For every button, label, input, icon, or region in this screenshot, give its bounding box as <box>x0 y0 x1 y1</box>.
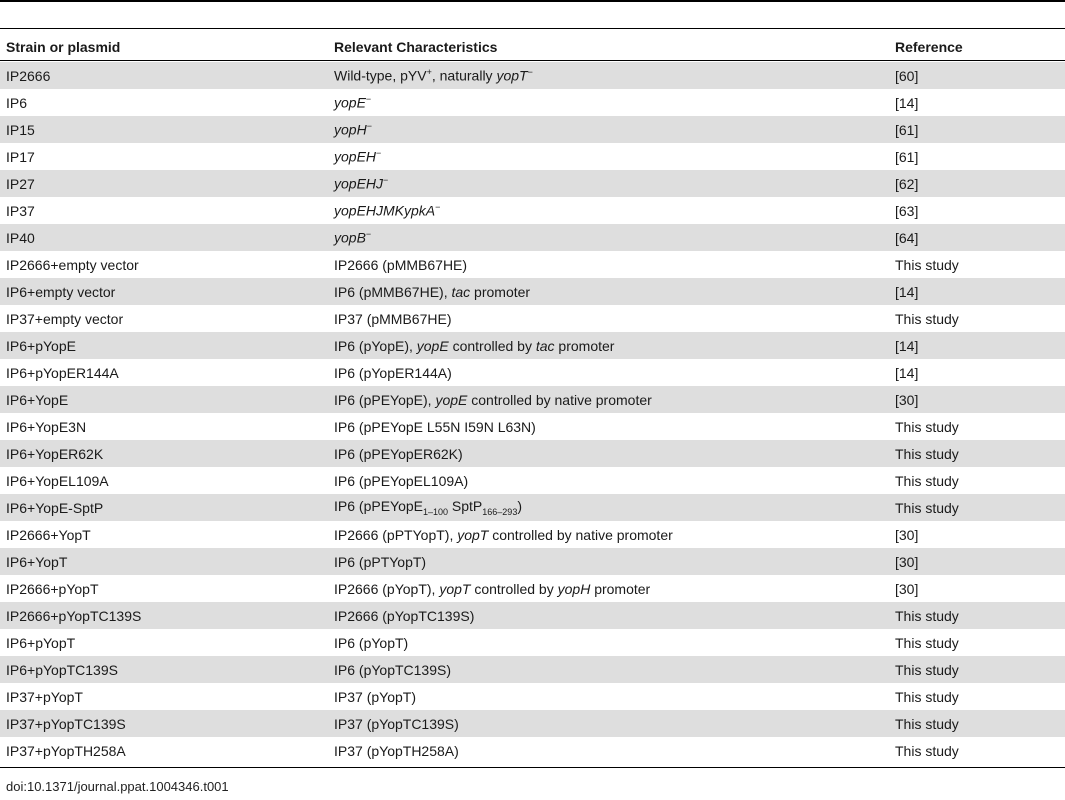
characteristics-cell <box>334 229 895 246</box>
table-row <box>0 62 1065 89</box>
characteristics-text: IP2666 (pYopTC139S) <box>334 607 475 624</box>
characteristics-cell <box>334 419 895 435</box>
reference-cell: This study <box>895 418 959 435</box>
characteristics-text: IP6 (pYopT) <box>334 634 409 651</box>
table-row <box>0 494 1065 521</box>
characteristics-text: IP37 (pYopT) <box>334 688 416 705</box>
table-row <box>0 278 1065 305</box>
characteristics-text: IP6 (pPEYopER62K) <box>334 445 463 462</box>
characteristics-text: tac <box>535 337 555 354</box>
table-row <box>0 305 1065 332</box>
reference-cell: This study <box>895 634 959 651</box>
reference-cell: This study <box>895 256 959 273</box>
table-row <box>0 683 1065 710</box>
reference-cell: [14] <box>895 364 919 381</box>
characteristics-text: yopEHJMKypkA <box>334 202 436 219</box>
characteristics-text: − <box>365 229 372 240</box>
table-row <box>0 737 1065 764</box>
characteristics-text: IP37 (pYopTH258A) <box>334 742 459 759</box>
characteristics-text: yopH <box>334 121 367 138</box>
reference-cell: This study <box>895 472 959 489</box>
strain-cell: IP6+pYopER144A <box>6 364 119 381</box>
characteristics-cell <box>334 608 895 624</box>
characteristics-text: IP2666 (pPTYopT), <box>334 526 458 543</box>
table-row <box>0 197 1065 224</box>
characteristics-text: IP6 (pYopE), <box>334 337 417 354</box>
strain-cell: IP37+pYopTC139S <box>6 715 126 732</box>
characteristics-text: − <box>365 94 372 105</box>
table-header-rule <box>0 28 1065 29</box>
strain-cell: IP6+YopER62K <box>6 445 104 462</box>
characteristics-text: IP6 (pYopTC139S) <box>334 661 451 678</box>
characteristics-text: yopT <box>496 67 528 84</box>
table-row <box>0 629 1065 656</box>
strain-cell: IP6+YopE3N <box>6 418 87 435</box>
header-reference: Reference <box>895 39 963 55</box>
characteristics-text: Wild-type, pYV <box>334 67 427 84</box>
reference-cell: This study <box>895 742 959 759</box>
table-row <box>0 359 1065 386</box>
characteristics-text: yopEH <box>334 148 377 165</box>
characteristics-text: IP37 (pYopTC139S) <box>334 715 459 732</box>
table-row <box>0 710 1065 737</box>
reference-cell: This study <box>895 445 959 462</box>
reference-cell: [14] <box>895 283 919 300</box>
characteristics-text: tac <box>451 283 471 300</box>
reference-cell: [63] <box>895 202 919 219</box>
characteristics-text: yopEHJ <box>334 175 384 192</box>
characteristics-cell <box>334 67 895 84</box>
characteristics-text: − <box>383 175 389 186</box>
table-row <box>0 521 1065 548</box>
table-body <box>0 62 1065 764</box>
characteristics-cell <box>334 365 895 381</box>
table-row <box>0 170 1065 197</box>
characteristics-text: yopE <box>416 337 449 354</box>
characteristics-cell <box>334 716 895 732</box>
strain-cell: IP2666+YopT <box>6 526 91 543</box>
reference-cell: [14] <box>895 337 919 354</box>
characteristics-cell <box>334 581 895 597</box>
characteristics-text: IP6 (pPEYopEL109A) <box>334 472 469 489</box>
table-row <box>0 602 1065 629</box>
reference-cell: [61] <box>895 121 919 138</box>
characteristics-text: SptP <box>448 498 483 515</box>
reference-cell: [64] <box>895 229 919 246</box>
characteristics-cell <box>334 148 895 165</box>
characteristics-cell <box>334 94 895 111</box>
strain-cell: IP6+pYopTC139S <box>6 661 118 678</box>
characteristics-cell <box>334 175 895 192</box>
characteristics-text: controlled by <box>448 337 536 354</box>
characteristics-cell <box>334 311 895 327</box>
table-row <box>0 656 1065 683</box>
characteristics-cell <box>334 446 895 462</box>
reference-cell: [14] <box>895 94 919 111</box>
table-row <box>0 89 1065 116</box>
characteristics-text: − <box>376 148 382 159</box>
strain-cell: IP37+empty vector <box>6 310 124 327</box>
strain-cell: IP15 <box>6 121 35 138</box>
reference-cell: [30] <box>895 580 919 597</box>
characteristics-text: IP6 (pPEYopE), <box>334 391 436 408</box>
characteristics-cell <box>334 554 895 570</box>
characteristics-cell <box>334 202 895 219</box>
characteristics-text: IP6 (pPEYopE <box>334 498 423 515</box>
characteristics-text: IP6 (pMMB67HE), <box>334 283 452 300</box>
reference-cell: [60] <box>895 67 919 84</box>
strains-table <box>0 34 1065 764</box>
characteristics-text: − <box>435 202 441 213</box>
characteristics-text: IP37 (pMMB67HE) <box>334 310 452 327</box>
reference-cell: This study <box>895 499 959 516</box>
strain-cell: IP37 <box>6 202 35 219</box>
characteristics-cell <box>334 392 895 408</box>
strain-cell: IP17 <box>6 148 35 165</box>
strain-cell: IP6+YopE-SptP <box>6 499 104 516</box>
characteristics-text: IP6 (pYopER144A) <box>334 364 452 381</box>
strain-cell: IP2666+pYopT <box>6 580 99 597</box>
table-row <box>0 467 1065 494</box>
characteristics-text: controlled by <box>470 580 558 597</box>
strain-cell: IP6+pYopE <box>6 337 76 354</box>
reference-cell: [61] <box>895 148 919 165</box>
table-row <box>0 413 1065 440</box>
characteristics-cell <box>334 257 895 273</box>
characteristics-text: 166–293 <box>482 506 518 517</box>
characteristics-text: − <box>527 67 533 78</box>
characteristics-cell <box>334 473 895 489</box>
characteristics-text: promoter <box>590 580 651 597</box>
doi-footnote: doi:10.1371/journal.ppat.1004346.t001 <box>6 779 229 794</box>
reference-cell: This study <box>895 688 959 705</box>
characteristics-text: IP2666 (pMMB67HE) <box>334 256 468 273</box>
characteristics-text: yopB <box>334 229 366 246</box>
characteristics-text: yopT <box>457 526 489 543</box>
table-row <box>0 332 1065 359</box>
strain-cell: IP37+pYopTH258A <box>6 742 126 759</box>
characteristics-text: IP6 (pPTYopT) <box>334 553 427 570</box>
reference-cell: This study <box>895 715 959 732</box>
characteristics-text: promoter <box>470 283 531 300</box>
strain-cell: IP6+YopT <box>6 553 68 570</box>
characteristics-text: IP2666 (pYopT), <box>334 580 440 597</box>
reference-cell: [30] <box>895 526 919 543</box>
strain-cell: IP40 <box>6 229 35 246</box>
reference-cell: This study <box>895 310 959 327</box>
characteristics-text: yopE <box>334 94 366 111</box>
strain-cell: IP2666+pYopTC139S <box>6 607 142 624</box>
header-characteristics: Relevant Characteristics <box>334 39 498 55</box>
table-row <box>0 440 1065 467</box>
table-header-row <box>0 34 1065 61</box>
table-row <box>0 116 1065 143</box>
characteristics-cell <box>334 743 895 759</box>
strain-cell: IP6+YopE <box>6 391 69 408</box>
characteristics-text: promoter <box>554 337 615 354</box>
characteristics-cell <box>334 662 895 678</box>
characteristics-text: yopE <box>435 391 468 408</box>
table-row <box>0 386 1065 413</box>
strain-cell: IP6+pYopT <box>6 634 76 651</box>
characteristics-text: + <box>426 67 432 78</box>
strain-cell: IP6+YopEL109A <box>6 472 109 489</box>
characteristics-text: ) <box>517 498 522 515</box>
reference-cell: This study <box>895 607 959 624</box>
characteristics-text: controlled by native promoter <box>488 526 673 543</box>
characteristics-text: , naturally <box>431 67 497 84</box>
strain-cell: IP2666 <box>6 67 51 84</box>
table-row <box>0 143 1065 170</box>
reference-cell: This study <box>895 661 959 678</box>
characteristics-text: 1–100 <box>423 506 449 517</box>
characteristics-text: yopH <box>557 580 591 597</box>
table-row <box>0 575 1065 602</box>
characteristics-cell <box>334 284 895 300</box>
table-row <box>0 548 1065 575</box>
characteristics-cell <box>334 121 895 138</box>
characteristics-text: yopT <box>439 580 471 597</box>
table-row <box>0 251 1065 278</box>
characteristics-text: controlled by native promoter <box>467 391 652 408</box>
reference-cell: [62] <box>895 175 919 192</box>
characteristics-cell <box>334 498 895 517</box>
characteristics-cell <box>334 527 895 543</box>
characteristics-cell <box>334 338 895 354</box>
reference-cell: [30] <box>895 553 919 570</box>
table-bottom-rule <box>0 767 1065 768</box>
table-row <box>0 224 1065 251</box>
strain-cell: IP6 <box>6 94 28 111</box>
table-top-rule <box>0 0 1065 2</box>
strain-cell: IP37+pYopT <box>6 688 83 705</box>
characteristics-text: IP6 (pPEYopE L55N I59N L63N) <box>334 418 536 435</box>
strain-cell: IP2666+empty vector <box>6 256 139 273</box>
header-strain: Strain or plasmid <box>6 39 121 55</box>
strain-cell: IP27 <box>6 175 35 192</box>
characteristics-cell <box>334 689 895 705</box>
characteristics-text: − <box>366 121 372 132</box>
characteristics-cell <box>334 635 895 651</box>
strain-cell: IP6+empty vector <box>6 283 116 300</box>
reference-cell: [30] <box>895 391 919 408</box>
